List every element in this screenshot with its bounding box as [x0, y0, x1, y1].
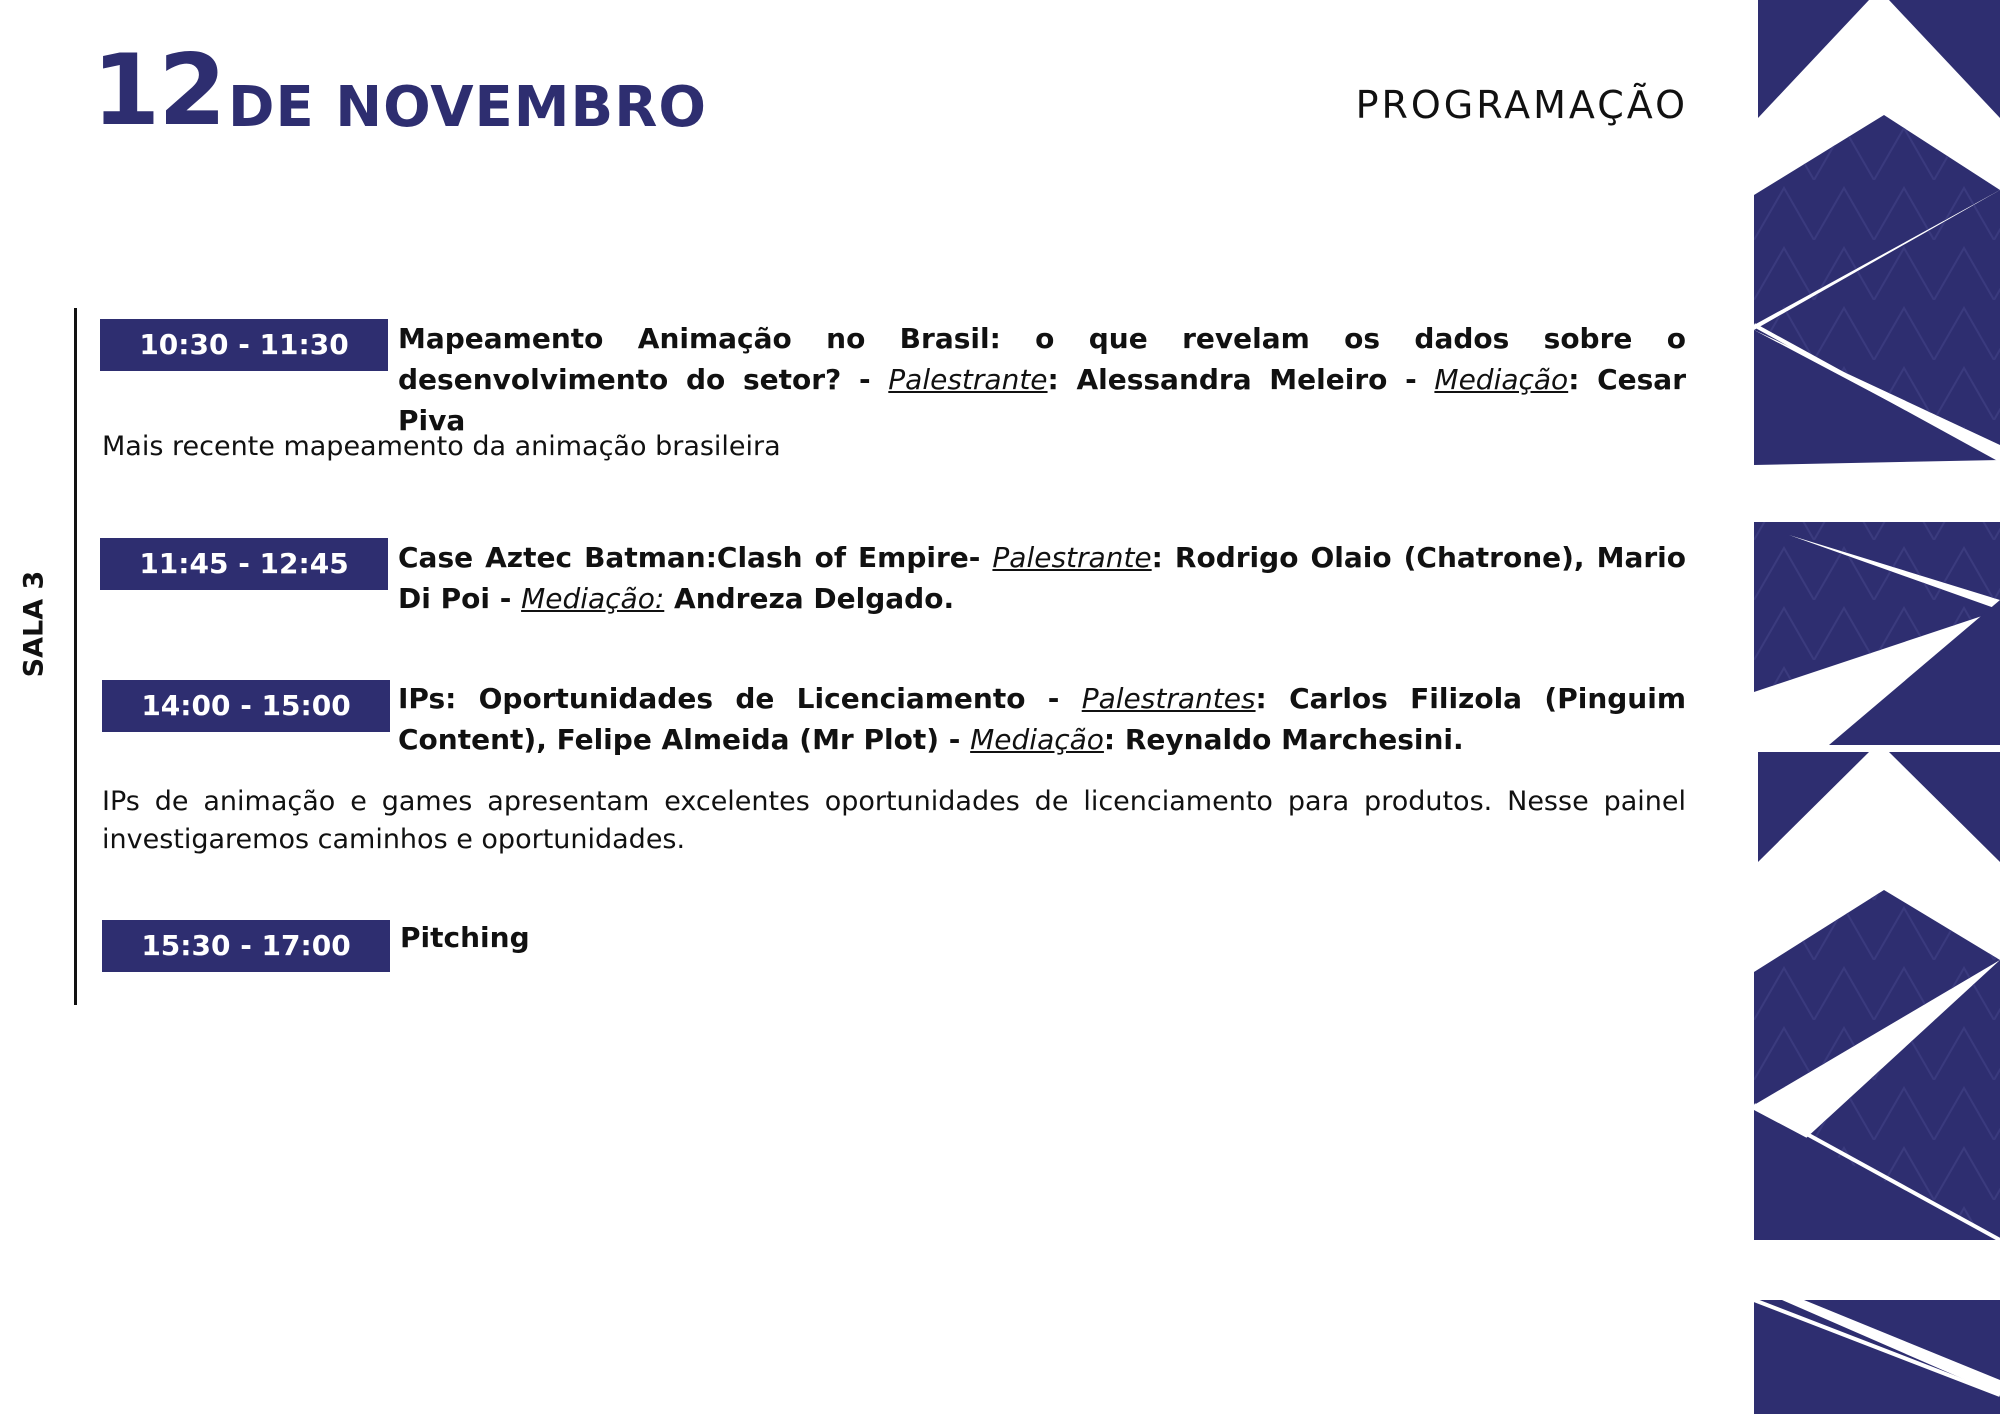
- time-badge: 15:30 - 17:00: [102, 920, 390, 972]
- section-title: PROGRAMAÇÃO: [1355, 83, 1688, 127]
- time-badge: 10:30 - 11:30: [100, 319, 388, 371]
- session-description: Mais recente mapeamento da animação brasileira: [102, 431, 781, 462]
- separator: :: [1255, 682, 1290, 715]
- date-day: 12: [92, 34, 225, 148]
- title-text: Mapeamento Animação no Brasil: o que revelam os dados sobre o desenvolvimento do setor? -: [398, 322, 1686, 396]
- session-description: IPs de animação e games apresentam excelentes oportunidades de licenciamento para produtos. Nesse painel investigaremos caminhos e oportunidades.: [102, 786, 1686, 855]
- role-moderator: Mediação: [1434, 363, 1569, 396]
- separator: :: [1568, 363, 1598, 396]
- date-month: DE NOVEMBRO: [228, 75, 707, 140]
- speakers: Carlos Filizola (Pinguim Content), Felipe Almeida (Mr Plot) -: [398, 682, 1686, 756]
- title-text: IPs: Oportunidades de Licenciamento -: [398, 682, 1082, 715]
- moderator: Cesar Piva: [398, 363, 1687, 437]
- moderator: Andreza Delgado.: [674, 582, 955, 615]
- speakers: Rodrigo Olaio (Chatrone), Mario Di Poi -: [398, 541, 1686, 615]
- session-title: [398, 318, 1686, 441]
- role-speaker: Palestrante: [992, 541, 1152, 574]
- role-moderator: Mediação:: [521, 582, 665, 615]
- role-speaker: Palestrantes: [1081, 682, 1256, 715]
- time-badge: 11:45 - 12:45: [100, 538, 388, 590]
- title-text: Case Aztec Batman:Clash of Empire-: [398, 541, 993, 574]
- separator: [664, 582, 674, 615]
- title-text: Pitching: [400, 921, 530, 954]
- role-speaker: Palestrante: [888, 363, 1048, 396]
- time-badge: 14:00 - 15:00: [102, 680, 390, 732]
- session-title: [400, 917, 1688, 958]
- separator: :: [1103, 723, 1125, 756]
- separator: :: [1151, 541, 1175, 574]
- role-moderator: Mediação: [970, 723, 1104, 756]
- room-label: SALA 3: [18, 570, 50, 678]
- session-title: [398, 537, 1686, 619]
- decorative-pattern: [1754, 0, 2000, 1414]
- separator: :: [1047, 363, 1077, 396]
- room-divider: [74, 308, 77, 1005]
- session-title: [398, 678, 1686, 760]
- speakers: Alessandra Meleiro -: [1076, 363, 1435, 396]
- moderator: Reynaldo Marchesini.: [1124, 723, 1464, 756]
